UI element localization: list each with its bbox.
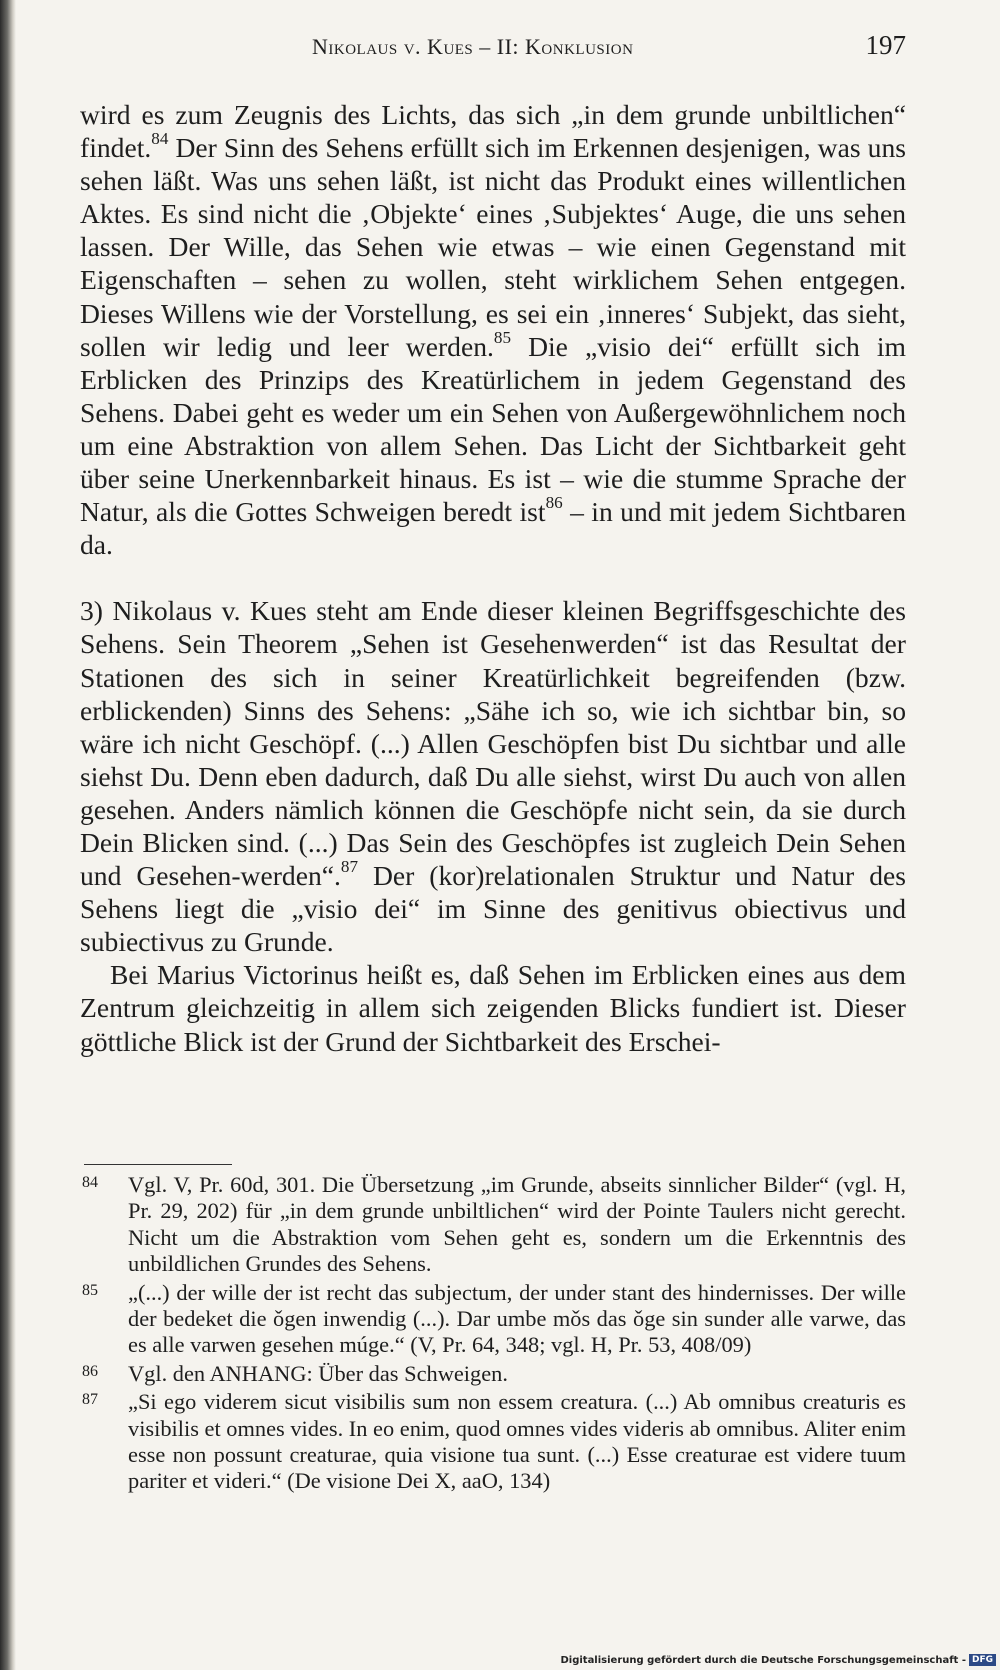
credit-text: Digitalisierung gefördert durch die Deutsche Forschungsgemeinschaft - [560, 1654, 966, 1666]
footnote-text: Vgl. den ANHANG: Über das Schweigen. [128, 1360, 508, 1386]
paragraph-text: wird es zum Zeugnis des Lichts, das sich „in dem grunde unbiltlichen“ findet. [80, 99, 906, 164]
footnote-reference: 87 [340, 857, 359, 877]
dfg-logo: DFG [969, 1654, 996, 1666]
footnote-number: 87 [82, 1391, 98, 1409]
footnote-reference: 84 [151, 129, 169, 149]
footnote-reference: 86 [545, 493, 563, 513]
footnote [80, 1361, 906, 1387]
paragraph [80, 594, 906, 958]
paragraph-text: Die „visio dei“ erfüllt sich im Erblicken des Prinzips des Kreatürlichem in jedem Gegenstand des Sehens. Dabei geht es weder um ein Sehen von Außergewöhnlichem noch um eine Abstraktion von allem Sehen. Das Licht der Sichtbarkeit geht über seine Unerkennbarkeit hinaus. Es ist – wie die stumme Sprache der Natur, als die Gottes Schweigen beredt ist [80, 330, 906, 528]
running-title: Nikolaus v. Kues – II: Konklusion [312, 34, 634, 59]
book-spine-shadow [0, 0, 16, 1670]
footnote-number: 85 [82, 1281, 98, 1299]
paragraph-text: – in und mit jedem Sichtbaren da. [80, 496, 906, 561]
footnote-separator [84, 1164, 232, 1165]
footnote-number: 86 [82, 1362, 98, 1380]
footnote-number: 84 [82, 1174, 98, 1191]
page-header [80, 30, 906, 70]
footnote-reference: 85 [493, 327, 512, 347]
digitization-credit [560, 1654, 996, 1666]
footnote [80, 1172, 906, 1278]
paragraph-text: 3) Nikolaus v. Kues steht am Ende dieser kleinen Begriffsgeschichte des Sehens. Sein Theorem „Sehen ist Gesehenwerden“ ist das Resultat der Stationen des sich in seiner Kreatürlichkeit begreifenden (bzw. erblickenden) Sinns des Sehens: „Sähe ich so, wie ich sichtbar bin, so wäre ich nicht Geschöpf. (...) Allen Geschöpfen bist Du sichtbar und alle siehst Du. Denn eben dadurch, daß Du alle siehst, wirst Du auch von allen gesehen. Anders nämlich können die Geschöpfe nicht sein, da sie durch Dein Blicken sind. (...) Das Sein des Geschöpfes ist zugleich Dein Sehen und Gesehen-werden“. [80, 595, 906, 892]
paragraph [80, 958, 906, 1057]
paragraph-text: Der Sinn des Sehens erfüllt sich im Erkennen desjenigen, was uns sehen läßt. Was uns sehen läßt, ist nicht das Produkt eines willentlichen Aktes. Es sind nicht die ‚Objekte‘ eines ‚Subjektes‘ Auge, die uns sehen lassen. Der Wille, das Sehen wie etwas – wie einen Gegenstand mit Eigenschaften – sehen zu wollen, steht wirklichem Sehen entgegen. Dieses Willens wie der Vorstellung, es sei ein ‚inneres‘ Subjekt, das sieht, sollen wir ledig und leer werden. [80, 132, 906, 362]
footnote [80, 1280, 906, 1359]
footnote [80, 1389, 906, 1495]
paragraph-text: Der (kor)relationalen Struktur und Natur des Sehens liegt die „visio dei“ im Sinne des genitivus obiectivus und subiectivus zu Grunde. [80, 860, 906, 958]
footnote-text: „(...) der wille der ist recht das subjectum, der under stant des hindernisses. Der wille der bedeket die ǒgen inwendig (...). Dar umbe mǒs das ǒge sin sunder alle varwe, das es alle varwen gesehen múge.“ (V, Pr. 64, 348; vgl. H, Pr. 53, 408/09) [128, 1279, 906, 1358]
footnotes [80, 1172, 906, 1497]
footnote-text: „Si ego viderem sicut visibilis sum non essem creatura. (...) Ab omnibus creaturis es visibilis et omnes vides. In eo enim, quod omnes vides videris ab omnibus. Aliter enim esse non possunt creaturae, quia visione tua sunt. (...) Esse creaturae est videre tuum pariter et videri.“ (De visione Dei X, aaO, 134) [128, 1389, 906, 1494]
body-text [80, 98, 906, 1058]
footnote-text: Vgl. V, Pr. 60d, 301. Die Übersetzung „im Grunde, abseits sinnlicher Bilder“ (vgl. H, Pr. 29, 202) für „in dem grunde unbiltlichen“ wird der Pointe Taulers nicht gerecht. Nicht um die Abstraktion vom Sehen geht es, sondern um die Erkenntnis des unbildlichen Grundes des Sehens. [128, 1172, 906, 1277]
paragraph [80, 98, 906, 561]
page-number: 197 [865, 30, 906, 60]
paragraph-text: Bei Marius Victorinus heißt es, daß Sehen im Erblicken eines aus dem Zentrum gleichzeitig in allem sich zeigenden Blicks fundiert ist. Dieser göttliche Blick ist der Grund der Sichtbarkeit des Erschei- [80, 959, 906, 1057]
